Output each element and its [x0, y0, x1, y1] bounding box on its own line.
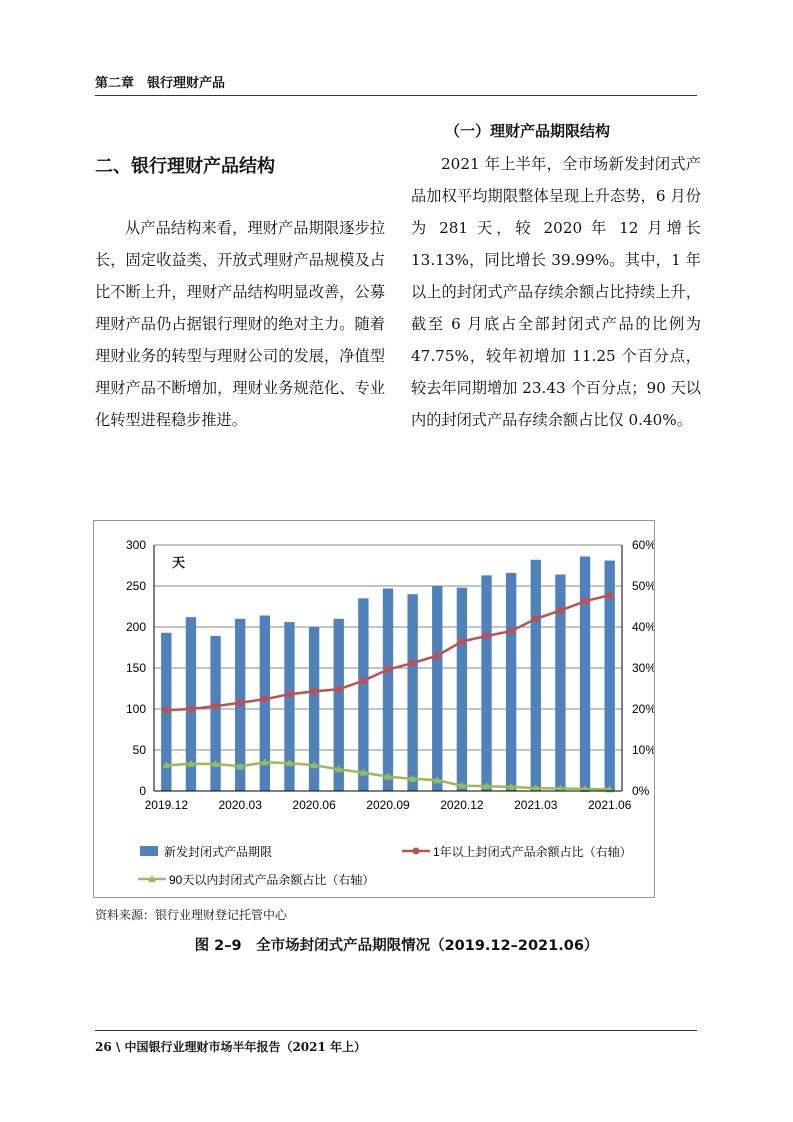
x-tick-label: 2020.09	[366, 798, 410, 812]
long-share-point	[212, 703, 219, 710]
long-share-point	[409, 660, 416, 667]
y-right-tick-label: 30%	[632, 661, 654, 675]
legend-label-long: 1年以上封闭式产品余额占比（右轴）	[433, 845, 632, 859]
x-tick-label: 2021.06	[587, 798, 632, 812]
y-right-tick-label: 50%	[632, 579, 654, 593]
left-paragraph: 从产品结构来看，理财产品期限逐步拉长，固定收益类、开放式理财产品规模及占比不断上升，理财产品结构明显改善，公募理财产品仍占据银行理财的绝对主力。随着理财业务的转型与理财公司的发展，净值型理财产品不断增加，理财业务规范化、专业化转型进程稳步推进。	[95, 219, 385, 429]
right-paragraph: 2021 年上半年，全市场新发封闭式产品加权平均期限整体呈现上升态势，6 月份为 281 天，较 2020 年 12 月增长 13.13%，同比增长 39.99%。其中，1 年以上的封闭式产品存续余额占比持续上升，截至 6 月底占全部封闭式产品的比例为 47.75%，较年初增加 11.25 个百分点，较去年同期增加 23.43 个百分点；90 天以内的封闭式产品存续余额占比仅 0.40%。	[411, 155, 701, 429]
bar	[506, 573, 516, 791]
bar	[457, 588, 467, 791]
x-tick-label: 2020.12	[440, 798, 484, 812]
long-share-point	[508, 628, 515, 635]
chart-frame	[93, 520, 655, 898]
long-share-point	[286, 691, 293, 698]
y-right-tick-label: 60%	[632, 538, 654, 552]
period-chart	[94, 521, 654, 897]
y-left-tick-label: 100	[125, 702, 146, 716]
y-right-tick-label: 40%	[632, 620, 654, 634]
subsection-heading: （一）理财产品期限结构	[445, 122, 611, 140]
long-share-point	[532, 615, 539, 622]
long-share-point	[557, 607, 564, 614]
y-right-tick-label: 20%	[632, 702, 654, 716]
y-left-tick-label: 150	[125, 661, 146, 675]
y-left-tick-label: 300	[125, 538, 146, 552]
chart-legend	[138, 844, 632, 887]
bar	[358, 598, 368, 791]
legend-label-short: 90天以内封闭式产品余额占比（右轴）	[169, 873, 375, 887]
left-axis-unit-label: 天	[172, 555, 186, 570]
long-share-point	[360, 677, 367, 684]
legend-swatch-long-marker	[413, 848, 420, 855]
x-tick-label: 2020.03	[218, 798, 262, 812]
long-share-point	[187, 706, 194, 713]
legend-label-bar: 新发封闭式产品期限	[164, 845, 273, 859]
y-right-tick-label: 0%	[632, 784, 650, 798]
long-share-point	[335, 686, 342, 693]
y-left-tick-label: 200	[125, 620, 146, 634]
figure-caption: 图 2–9 全市场封闭式产品期限情况（2019.12–2021.06）	[194, 938, 599, 954]
long-share-point	[458, 638, 465, 645]
long-share-point	[483, 633, 490, 640]
long-share-point	[434, 652, 441, 659]
bar	[481, 575, 491, 791]
bar	[432, 586, 442, 791]
header-divider	[95, 95, 697, 96]
long-share-point	[311, 688, 318, 695]
bar-layer	[161, 556, 615, 791]
x-tick-label: 2020.06	[292, 798, 336, 812]
bar	[555, 575, 565, 791]
bar	[383, 588, 393, 791]
bar	[580, 556, 590, 791]
figure-source: 资料来源：银行业理财登记托管中心	[95, 908, 288, 922]
running-header: 第二章 银行理财产品	[95, 76, 226, 91]
bar	[334, 619, 344, 791]
y-left-tick-label: 50	[132, 743, 146, 757]
bar	[210, 636, 220, 791]
long-share-point	[261, 696, 268, 703]
footer-divider	[95, 1030, 697, 1031]
section-heading: 二、银行理财产品结构	[95, 156, 275, 177]
long-share-point	[163, 707, 170, 714]
y-left-tick-label: 250	[125, 579, 146, 593]
bar	[407, 594, 417, 791]
page-footer: 26 \ 中国银行业理财市场半年报告（2021 年上）	[95, 1040, 367, 1054]
long-share-point	[606, 592, 613, 599]
x-tick-label: 2019.12	[144, 798, 189, 812]
x-tick-label: 2021.03	[514, 798, 558, 812]
bar	[531, 560, 541, 791]
long-share-point	[385, 666, 392, 673]
long-share-point	[582, 598, 589, 605]
legend-swatch-bar	[140, 846, 158, 856]
y-right-tick-label: 10%	[632, 743, 654, 757]
long-share-point	[237, 699, 244, 706]
y-left-tick-label: 0	[139, 784, 146, 798]
